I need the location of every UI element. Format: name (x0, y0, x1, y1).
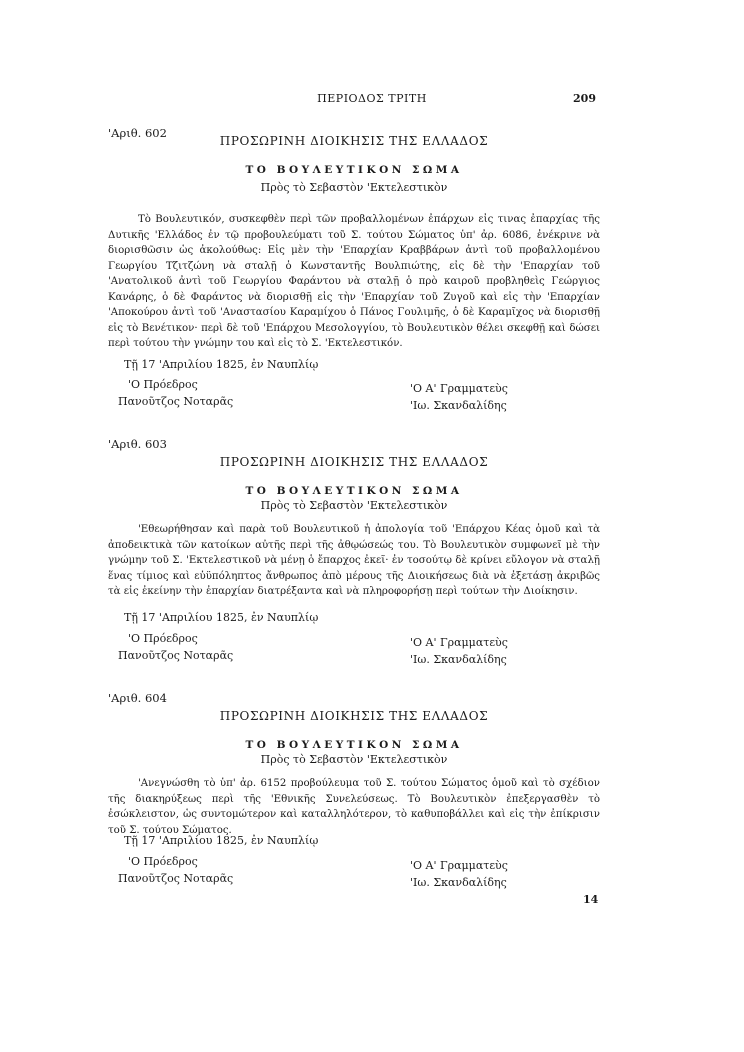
secretary-role: 'Ο Α' Γραμματεὺς (410, 636, 508, 649)
signature-president (118, 853, 233, 887)
president-role: 'Ο Πρόεδρος (128, 632, 198, 645)
document-addressee: Πρὸς τὸ Σεβαστὸν 'Εκτελεστικὸν (260, 181, 448, 194)
signature-secretary (410, 634, 508, 668)
document-date: Τῇ 17 'Απριλίου 1825, ἐν Ναυπλίῳ (124, 611, 319, 624)
secretary-name: 'Ιω. Σκανδαλίδης (410, 876, 507, 889)
document-number: 'Αριθ. 603 (108, 437, 167, 451)
document-date: Τῇ 17 'Απριλίου 1825, ἐν Ναυπλίῳ (124, 358, 319, 371)
page-number: 209 (573, 92, 596, 105)
president-role: 'Ο Πρόεδρος (128, 378, 198, 391)
document-title: ΠΡΟΣΩΡΙΝΗ ΔΙΟΙΚΗΣΙΣ ΤΗΣ ΕΛΛΑΔΟΣ (219, 709, 489, 723)
document-subtitle: ΤΟ ΒΟΥΛΕΥΤΙΚΟΝ ΣΩΜΑ (245, 739, 463, 751)
secretary-name: 'Ιω. Σκανδαλίδης (410, 399, 507, 412)
president-name: Πανοῦτζος Νοταρᾶς (118, 649, 234, 662)
signature-secretary (410, 857, 508, 891)
document-number: 'Αριθ. 602 (108, 126, 167, 140)
document-addressee: Πρὸς τὸ Σεβαστὸν 'Εκτελεστικὸν (260, 753, 448, 766)
signature-secretary (410, 380, 508, 414)
secretary-role: 'Ο Α' Γραμματεὺς (410, 859, 508, 872)
page-header (0, 92, 744, 110)
signature-president (118, 630, 233, 664)
document-body: Τὸ Βουλευτικόν, συσκεφθὲν περὶ τῶν προβαλλομένων ἐπάρχων εἰς τινας ἐπαρχίας τῆς Δυτικῆς 'Ελλάδος ἐν τῷ προβουλεύματι τοῦ Σ. τούτου Σώματος ὑπ' ἀρ. 6086, ἐνέκρινε νὰ διορισθῶσιν ὡς ἀκολούθως: Εἰς μὲν τὴν 'Επαρχίαν Κραββάρων ἀντὶ τοῦ προβαλλομένου Γεωργίου Τζιτζώνη νὰ σταλῇ ὁ Κωνσταντῆς Βουλπιώτης, εἰς δὲ τὴν 'Επαρχίαν τοῦ 'Ανατολικοῦ ἀντὶ τοῦ Γεωργίου Φαράντου νὰ σταλῇ ὁ πρὸ καιροῦ προβληθεὶς Γεώργιος Κανάρης, ὁ δὲ Φαράντος νὰ διορισθῇ εἰς τὴν 'Επαρχίαν τοῦ Ζυγοῦ καὶ εἰς τὴν 'Επαρχίαν 'Αποκούρου ἀντὶ τοῦ 'Αναστασίου Καραμίχου ὁ Πάνος Γουλιμῆς, ὁ δὲ Καραμῖχος νὰ διορισθῇ εἰς τὸ Βενέτικον· περὶ δὲ τοῦ 'Επάρχου Μεσολογγίου, τὸ Βουλευτικὸν θέλει σκεφθῇ καὶ δώσει περὶ τούτου τὴν γνώμην του καὶ εἰς τὸ Σ. 'Εκτελεστικόν. (108, 214, 600, 349)
document-body: 'Εθεωρήθησαν καὶ παρὰ τοῦ Βουλευτικοῦ ἡ ἀπολογία τοῦ 'Επάρχου Κέας ὁμοῦ καὶ τὰ ἀποδεικτικὰ τῶν κατοίκων αὐτῆς περὶ τῆς ἀθῳώσεώς του. Τὸ Βουλευτικὸν συμφωνεῖ μὲ τὴν γνώμην τοῦ Σ. 'Εκτελεστικοῦ νὰ μένῃ ὁ ἔπαρχος ἐκεῖ· ἐν τοσούτῳ δὲ κρίνει εὔλογον νὰ σταλῇ ἕνας τίμιος καὶ εὐϋπόληπτος ἄνθρωπος ἀπὸ μέρους τῆς Διοικήσεως διὰ νὰ ἐξετάσῃ ἀκριβῶς τὰ εἰς ἐκείνην τὴν ἐπαρχίαν διατρέξαντα καὶ νὰ πληροφορήσῃ περὶ τούτων τὴν Διοίκησιν. (108, 524, 600, 597)
document-603 (108, 437, 600, 667)
document-number: 'Αριθ. 604 (108, 691, 167, 705)
running-title: ΠΕΡΙΟΔΟΣ ΤΡΙΤΗ (317, 92, 427, 105)
document-604 (108, 691, 600, 891)
document-title: ΠΡΟΣΩΡΙΝΗ ΔΙΟΙΚΗΣΙΣ ΤΗΣ ΕΛΛΑΔΟΣ (219, 134, 489, 148)
document-602 (108, 126, 600, 412)
document-addressee: Πρὸς τὸ Σεβαστὸν 'Εκτελεστικὸν (260, 499, 448, 512)
president-name: Πανοῦτζος Νοταρᾶς (118, 395, 234, 408)
secretary-role: 'Ο Α' Γραμματεὺς (410, 382, 508, 395)
signature-mark: 14 (583, 893, 599, 906)
signature-president (118, 376, 233, 410)
secretary-name: 'Ιω. Σκανδαλίδης (410, 653, 507, 666)
document-title: ΠΡΟΣΩΡΙΝΗ ΔΙΟΙΚΗΣΙΣ ΤΗΣ ΕΛΛΑΔΟΣ (219, 455, 489, 469)
president-role: 'Ο Πρόεδρος (128, 855, 198, 868)
document-subtitle: ΤΟ ΒΟΥΛΕΥΤΙΚΟΝ ΣΩΜΑ (245, 164, 463, 176)
document-body: 'Ανεγνώσθη τὸ ὑπ' ἀρ. 6152 προβούλευμα τοῦ Σ. τούτου Σώματος ὁμοῦ καὶ τὸ σχέδιον τῆς διακηρύξεως περὶ τῆς 'Εθνικῆς Συνελεύσεως. Τὸ Βουλευτικὸν ἐπεξεργασθὲν τὸ ἐσώκλειστον, ὡς συντομώτερον καὶ καταλληλότερον, τὸ καθυποβάλλει καὶ εἰς τὴν ἐπίκρισιν τοῦ Σ. τούτου Σώματος. (108, 778, 600, 836)
president-name: Πανοῦτζος Νοταρᾶς (118, 872, 234, 885)
document-subtitle: ΤΟ ΒΟΥΛΕΥΤΙΚΟΝ ΣΩΜΑ (245, 485, 463, 497)
document-date: Τῇ 17 'Απριλίου 1825, ἐν Ναυπλίῳ (124, 834, 319, 847)
